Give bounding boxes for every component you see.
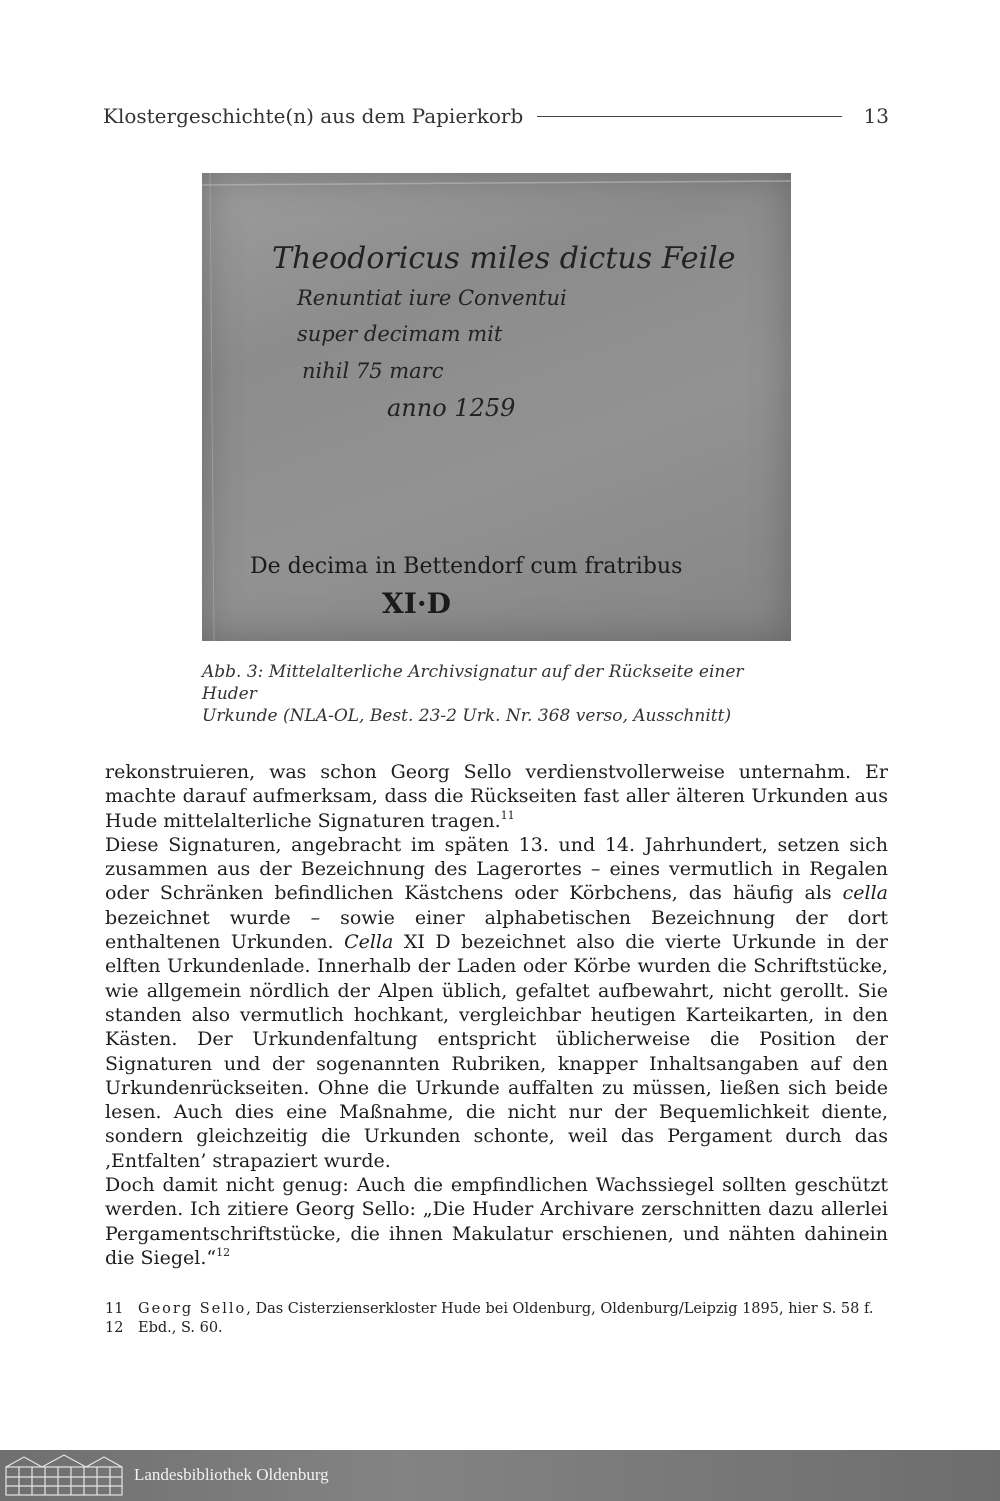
footnote-author: Georg Sello [138, 1301, 247, 1317]
inscription-line-7: XI·D [382, 587, 451, 620]
footnote-number: 12 [105, 1320, 124, 1336]
paragraph-2-text-b: bezeichnet wurde – sowie einer alphabetischen Bezeichnung der dort enthaltenen Urkunden. [105, 906, 888, 954]
term-cella: cella [842, 882, 888, 905]
paragraph-2 [105, 833, 888, 1173]
term-cella-2: Cella [344, 931, 394, 954]
library-footer [0, 1450, 1000, 1501]
page-number: 13 [863, 104, 889, 128]
footnote-number: 11 [105, 1301, 124, 1317]
inscription-line-3: super decimam mit [297, 322, 503, 346]
footnote-ref-12: 12 [216, 1245, 231, 1259]
footnote-text: , Das Cisterzienserkloster Hude bei Oldenburg, Oldenburg/Leipzig 1895, hier S. 58 f. [246, 1301, 874, 1317]
footnote-11 [105, 1300, 885, 1319]
inscription-line-5: anno 1259 [387, 394, 516, 422]
running-header [103, 104, 889, 128]
paragraph-2-text-c: XI D bezeichnet also die vierte Urkunde in der elften Urkundenlade. Innerhalb der Laden oder Körbe wurden die Schriftstücke, wie allgemein nördlich der Alpen üblich, gefaltet aufbewahrt, nicht gerollt. Sie standen also vermutlich hochkant, vergleichbar heutigen Karteikarten, in den Kästen. Der Urkundenfaltung entspricht üblicherweise die Position der Signaturen und der sogenannten Rubriken, knapper Inhaltsangaben auf den Urkundenrückseiten. Ohne die Urkunde auffalten zu müssen, ließen sich beide lesen. Auch dies eine Maßnahme, die nicht nur der Bequemlichkeit diente, sondern gleichzeitig die Urkunden schonte, weil das Pergament durch das ‚Entfalten’ strapaziert wurde. [105, 931, 888, 1172]
inscription-line-1: Theodoricus miles dictus Feile [272, 241, 736, 276]
footnote-text: Ebd., S. 60. [138, 1320, 223, 1336]
caption-line-2: Urkunde (NLA-OL, Best. 23-2 Urk. Nr. 368 verso, Ausschnitt) [202, 706, 732, 726]
inscription-line-6: De decima in Bettendorf cum fratribus [250, 554, 683, 579]
paragraph-2-text-a: Diese Signaturen, angebracht im späten 13. und 14. Jahrhundert, setzen sich zusammen aus der Bezeichnung des Lagerortes – eines vermutlich in Regalen oder Schränken befindlichen Kästchens oder Körbchens, das häufig als [105, 833, 888, 905]
inscription-line-4: nihil 75 marc [302, 359, 444, 383]
parchment-photo [202, 173, 791, 641]
running-title: Klostergeschichte(n) aus dem Papierkorb [103, 104, 524, 128]
library-name: Landesbibliothek Oldenburg [134, 1465, 329, 1484]
footnote-12 [105, 1319, 885, 1338]
footnotes [105, 1300, 885, 1338]
inscription-line-2: Renuntiat iure Conventui [297, 286, 567, 310]
paragraph-3 [105, 1173, 888, 1270]
handwritten-inscription [202, 173, 791, 641]
paragraph-1-text: rekonstruieren, was schon Georg Sello verdienstvollerweise unternahm. Er machte darauf aufmerksam, dass die Rückseiten fast aller älteren Urkunden aus Hude mittelalterliche Signaturen tragen. [105, 761, 888, 832]
caption-line-1: Abb. 3: Mittelalterliche Archivsignatur auf der Rückseite einer Huder [202, 662, 744, 704]
footnote-ref-11: 11 [500, 808, 515, 822]
paragraph-3-text: Doch damit nicht genug: Auch die empfindlichen Wachssiegel sollten geschützt werden. Ich zitiere Georg Sello: „Die Huder Archivare zerschnitten dazu allerlei Pergamentschriftstücke, die ihnen Makulatur erschienen, und nähten dahinein die Siegel.“ [105, 1174, 888, 1269]
footnote-body [138, 1300, 873, 1319]
library-building-logo [4, 1453, 124, 1497]
paragraph-1 [105, 760, 888, 833]
header-rule [537, 116, 841, 117]
body-text [105, 760, 888, 1270]
figure-caption [202, 661, 802, 727]
